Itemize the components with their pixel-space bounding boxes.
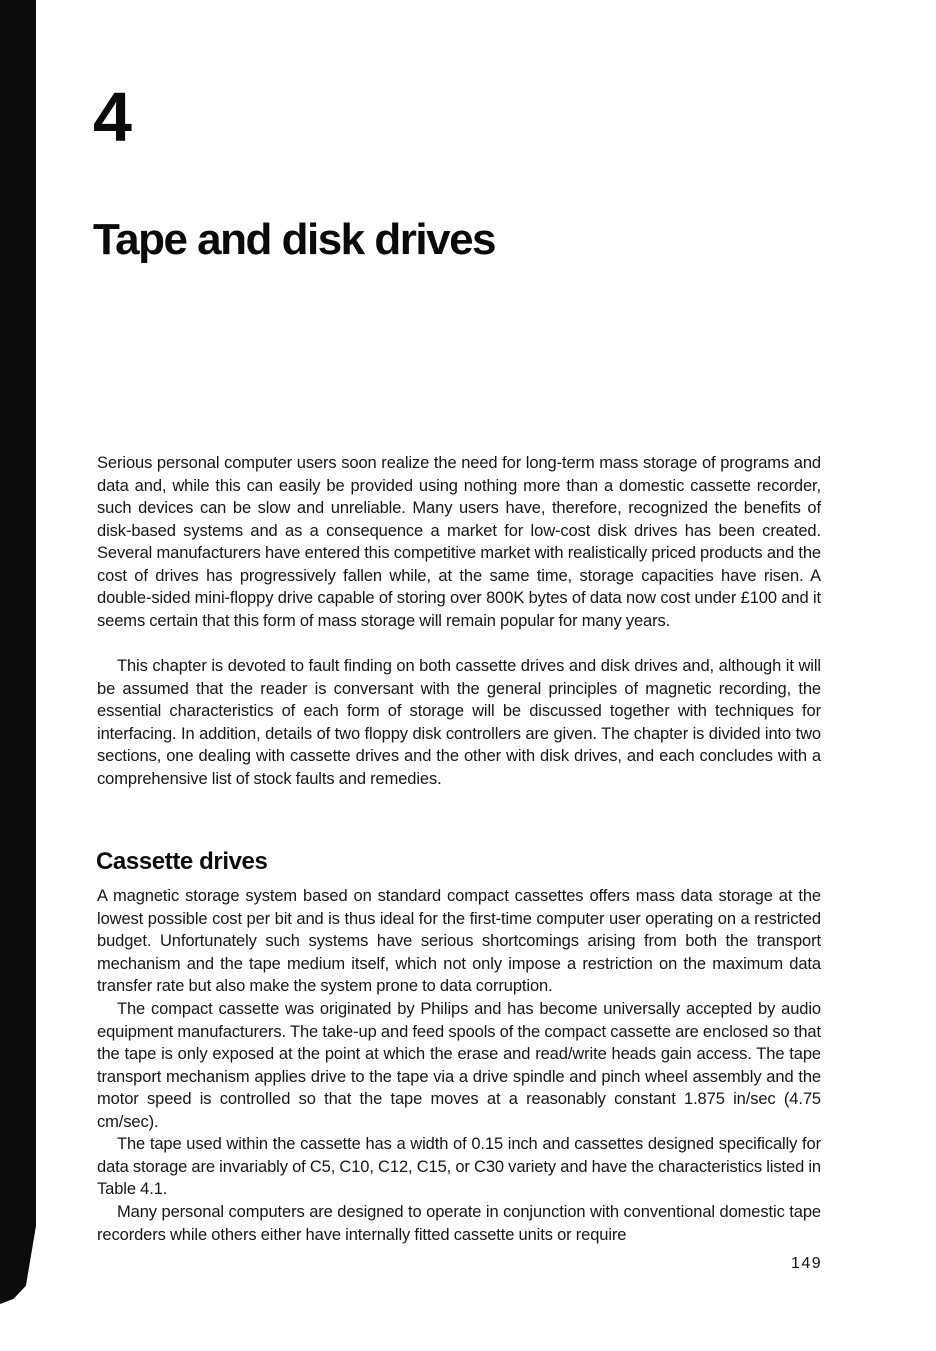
- intro-text-block: [97, 452, 821, 813]
- body-paragraph: The compact cassette was originated by Philips and has become universally accepted by audio equipment manufacturers. The take-up and feed spools of the compact cassette are enclosed so that the tape is only exposed at the point at which the erase and read/write heads gain access. The tape transport mechanism applies drive to the tape via a drive spindle and pinch wheel assembly and the motor speed is controlled so that the tape moves at a reasonably constant 1.875 in/sec (4.75 cm/sec).: [97, 1000, 821, 1131]
- body-paragraph: This chapter is devoted to fault finding on both cassette drives and disk drives and, although it will be assumed that the reader is conversant with the general principles of magnetic recording, the essential characteristics of each form of storage will be discussed together with techniques for interfacing. In addition, details of two floppy disk controllers are given. The chapter is divided into two sections, one dealing with cassette drives and the other with disk drives, and each concludes with a comprehensive list of stock faults and remedies.: [97, 657, 821, 788]
- section-text-block: [97, 885, 821, 1246]
- scan-gutter-shadow: [0, 0, 36, 1304]
- section-heading: Cassette drives: [96, 847, 268, 875]
- page-number: 149: [791, 1255, 823, 1272]
- chapter-number: 4: [93, 78, 131, 156]
- body-paragraph: Many personal computers are designed to operate in conjunction with conventional domestic tape recorders while others either have internally fitted cassette units or require: [97, 1203, 821, 1244]
- body-paragraph: The tape used within the cassette has a width of 0.15 inch and cassettes designed specifically for data storage are invariably of C5, C10, C12, C15, or C30 variety and have the characteristics listed in Table 4.1.: [97, 1135, 821, 1198]
- body-paragraph: Serious personal computer users soon realize the need for long-term mass storage of programs and data and, while this can easily be provided using nothing more than a domestic cassette recorder, such devices can be slow and unreliable. Many users have, therefore, recognized the benefits of disk-based systems and as a consequence a market for low-cost disk drives has been created. Several manufacturers have entered this competitive market with realistically priced products and the cost of drives has progressively fallen while, at the same time, storage capacities have risen. A double-sided mini-floppy drive capable of storing over 800K bytes of data now cost under £100 and it seems certain that this form of mass storage will remain popular for many years.: [97, 454, 821, 630]
- chapter-title: Tape and disk drives: [93, 215, 496, 265]
- body-paragraph: A magnetic storage system based on standard compact cassettes offers mass data storage at the lowest possible cost per bit and is thus ideal for the first-time computer user operating on a restricted budget. Unfortunately such systems have serious shortcomings arising from both the transport mechanism and the tape medium itself, which not only impose a restriction on the maximum data transfer rate but also make the system prone to data corruption.: [97, 887, 821, 995]
